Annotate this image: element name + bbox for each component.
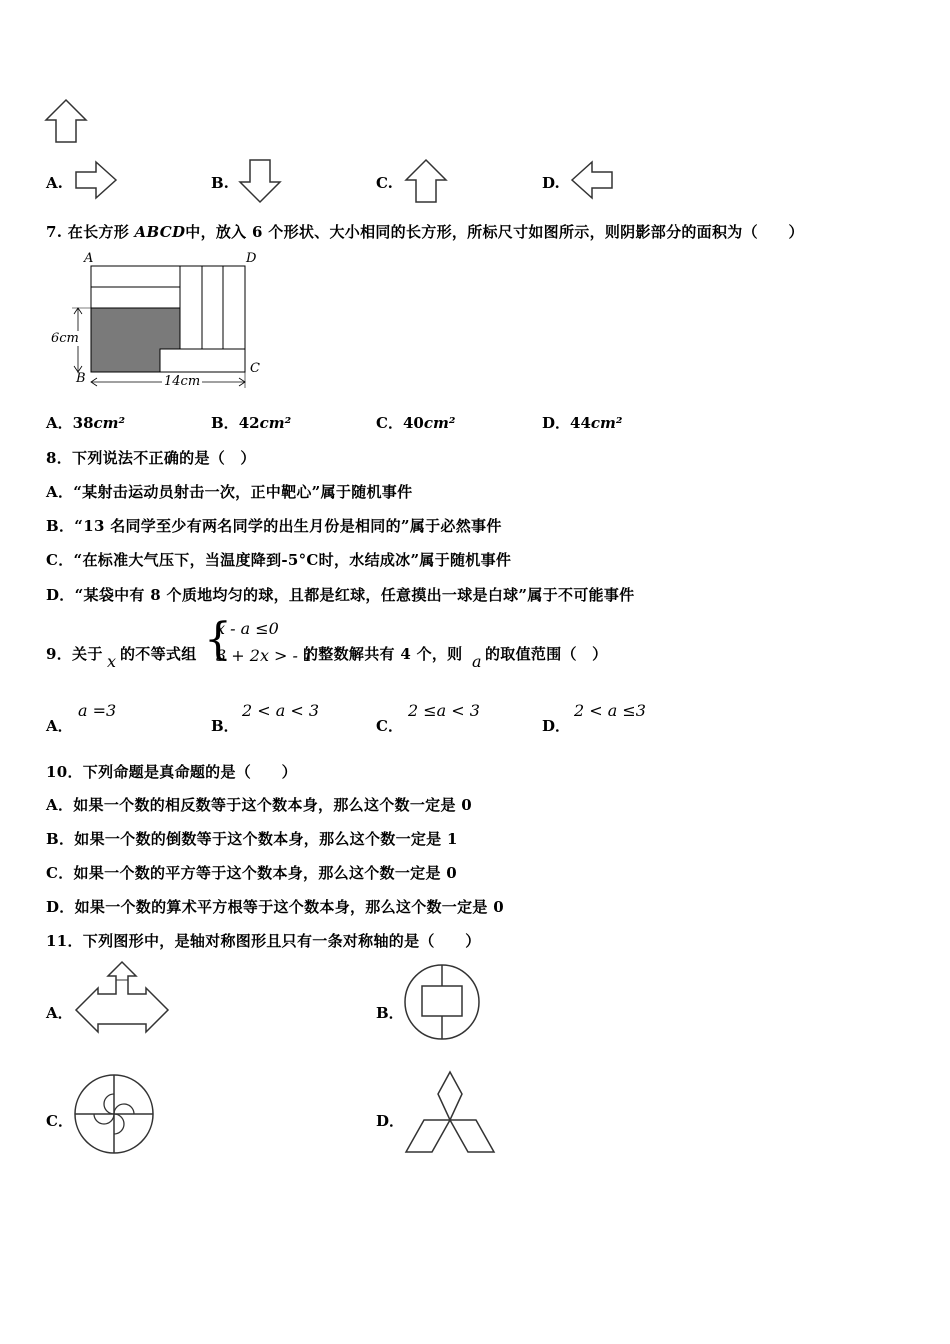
q6-option-d-label[interactable]: D.: [542, 174, 560, 192]
q7-height-label: 6cm: [51, 331, 79, 346]
up-arrow-original-figure: [44, 98, 88, 144]
q9-var-a: a: [472, 652, 482, 671]
q8-option-a[interactable]: A．“某射击运动员射击一次，正中靶心”属于随机事件: [46, 483, 413, 501]
q6-option-c-label[interactable]: C.: [376, 174, 393, 192]
q9-mid: 的不等式组: [120, 645, 197, 663]
q9-option-a-label[interactable]: A．: [46, 717, 73, 735]
q11-option-c-label[interactable]: C．: [46, 1112, 73, 1130]
q7-text-before: 在长方形: [67, 223, 129, 241]
pinwheel-circle-figure: [72, 1072, 156, 1156]
q6-option-b-label[interactable]: B.: [211, 174, 229, 192]
q6-option-a-label[interactable]: A.: [46, 174, 63, 192]
q7-rect-name: ABCD: [134, 223, 186, 241]
q8-stem: 8．下列说法不正确的是（ ）: [46, 449, 256, 467]
up-arrow-figure: [404, 158, 448, 204]
q9-option-d-label[interactable]: D．: [542, 717, 571, 735]
q9-option-b-label[interactable]: B．: [211, 717, 239, 735]
q7-option-d-value: 44: [570, 414, 591, 432]
q7-number: 7.: [46, 223, 63, 241]
down-arrow-figure: [238, 158, 282, 204]
q7-width-label: 14cm: [164, 374, 201, 389]
q7-option-c-value: 40: [402, 414, 424, 432]
q7-option-d[interactable]: [542, 412, 622, 433]
q9-option-b-expr: 2 < a < 3: [242, 701, 320, 720]
system-brace-icon: {: [204, 614, 232, 665]
q9-option-c-label[interactable]: C．: [376, 717, 403, 735]
q9-suffix: 的整数解共有 4 个，则: [303, 645, 463, 663]
q7-option-c-label: C．: [376, 414, 403, 432]
q7-option-a-label: A．: [46, 414, 73, 432]
three-rhombus-figure: [402, 1068, 498, 1156]
q7-option-b-value: 42: [238, 414, 260, 432]
q11-option-b-label[interactable]: B．: [376, 1004, 404, 1022]
q10-option-c[interactable]: C．如果一个数的平方等于这个数本身，那么这个数一定是 0: [46, 864, 457, 882]
q7-stem: [46, 221, 804, 242]
q10-option-a[interactable]: A．如果一个数的相反数等于这个数本身，那么这个数一定是 0: [46, 796, 472, 814]
q7-option-c-unit: cm²: [423, 414, 456, 432]
three-way-arrow-figure: [72, 960, 172, 1042]
q7-option-a-value: 38: [72, 414, 94, 432]
q9-inequality-2: 3 + 2x > - 1: [216, 646, 314, 665]
q7-option-d-label: D．: [542, 414, 571, 432]
q7-option-b-label: B．: [211, 414, 239, 432]
q9-end: 的取值范围（ ）: [485, 645, 608, 663]
q7-option-b[interactable]: [211, 412, 291, 433]
q7-option-a-unit: cm²: [93, 414, 126, 432]
q7-option-b-unit: cm²: [259, 414, 292, 432]
q9-option-c-expr: 2 ≤a < 3: [408, 701, 480, 720]
q8-option-d[interactable]: D．“某袋中有 8 个质地均匀的球，且都是红球，任意摸出一球是白球”属于不可能事件: [46, 586, 635, 604]
q7-label-b: B: [76, 371, 86, 386]
right-arrow-figure: [74, 160, 118, 200]
q9-inequality-1: x - a ≤0: [216, 619, 279, 638]
q9-var-x: x: [107, 652, 117, 671]
q7-option-c[interactable]: [376, 412, 455, 433]
circle-with-square-figure: [402, 962, 482, 1042]
q9-option-a-expr: a =3: [78, 701, 117, 720]
q9-prefix: 9．关于: [46, 645, 103, 663]
q7-option-a[interactable]: [46, 412, 125, 433]
q10-stem: 10．下列命题是真命题的是（ ）: [46, 763, 297, 781]
q7-option-d-unit: cm²: [590, 414, 623, 432]
q11-stem: 11．下列图形中，是轴对称图形且只有一条对称轴的是（ ）: [46, 932, 481, 950]
q11-option-d-label[interactable]: D．: [376, 1112, 405, 1130]
left-arrow-figure: [570, 160, 614, 200]
q10-option-b[interactable]: B．如果一个数的倒数等于这个数本身，那么这个数一定是 1: [46, 830, 458, 848]
q10-option-d[interactable]: D．如果一个数的算术平方根等于这个数本身，那么这个数一定是 0: [46, 898, 504, 916]
q7-text-after: 中，放入 6 个形状、大小相同的长方形，所标尺寸如图所示，则阴影部分的面积为（ ）: [185, 223, 804, 241]
q8-option-c[interactable]: C．“在标准大气压下，当温度降到-5°C时，水结成冰”属于随机事件: [46, 551, 512, 569]
q7-label-a: A: [84, 251, 94, 266]
q9-option-d-expr: 2 < a ≤3: [574, 701, 646, 720]
q7-label-d: D: [246, 251, 257, 266]
q8-option-b[interactable]: B．“13 名同学至少有两名同学的出生月份是相同的”属于必然事件: [46, 517, 502, 535]
q7-label-c: C: [250, 361, 260, 376]
q11-option-a-label[interactable]: A．: [46, 1004, 73, 1022]
